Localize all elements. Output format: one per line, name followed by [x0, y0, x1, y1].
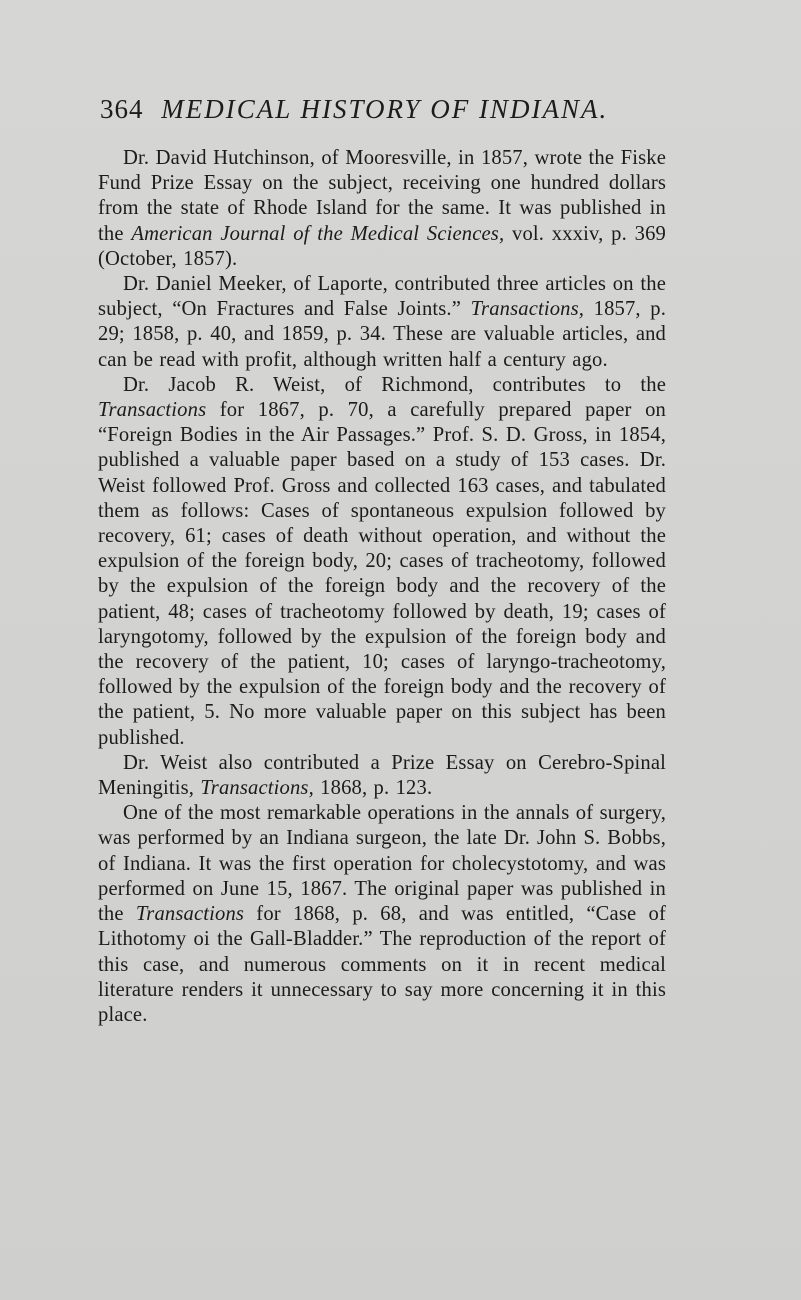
- transactions-title: Transactions,: [200, 777, 314, 800]
- running-head: [100, 94, 660, 125]
- paragraph-weist-prize: Dr. Weist also contributed a Prize Essay on Cerebro-Spinal Meningitis, Transactions, 1868, p. 123.: [98, 751, 666, 800]
- paragraph-hutchinson: Dr. David Hutchinson, of Mooresville, in 1857, wrote the Fiske Fund Prize Essay on the subject, receiving one hundred dollars from the state of Rhode Island for the same. It was published in the American Journal of the Medical Sciences, vol. xxxiv, p. 369 (October, 1857).: [98, 147, 666, 270]
- transactions-title: Transactions,: [470, 298, 585, 321]
- paragraph-weist: Dr. Jacob R. Weist, of Richmond, contributes to the Transactions for 1867, p. 70, a carefully prepared paper on “Foreign Bodies in the Air Passages.” Prof. S. D. Gross, in 1854, published a valuable paper based on a study of 153 cases. Dr. Weist followed Prof. Gross and collected 163 cases, and tabulated them as follows: Cases of spontaneous expulsion followed by recovery, 61; cases of death without operation, and without the expulsion of the foreign body, 20; cases of tracheotomy, followed by the expulsion of the foreign body and the recovery of the patient, 48; cases of tracheotomy followed by death, 19; cases of laryngotomy, followed by the expulsion of the foreign body and the recovery of the patient, 10; cases of laryngo-tracheotomy, followed by the expulsion of the foreign body and the recovery of the patient, 5. No more valuable paper on this subject has been published.: [98, 373, 666, 749]
- paragraph-bobbs: One of the most remarkable operations in the annals of surgery, was performed by an Indiana surgeon, the late Dr. John S. Bobbs, of Indiana. It was the first operation for cholecystotomy, and was performed on June 15, 1867. The original paper was published in the Transactions for 1868, p. 68, and was entitled, “Case of Lithotomy oi the Gall-Bladder.” The reproduction of the report of this case, and numerous comments on it in recent medical literature renders it unnecessary to say more concerning it in this place.: [98, 802, 666, 1026]
- journal-title: American Journal of the Medical Sciences,: [131, 222, 505, 245]
- running-head-title: MEDICAL HISTORY OF INDIANA.: [161, 94, 609, 124]
- body-text: [98, 146, 666, 1028]
- transactions-title: Transactions: [135, 903, 245, 926]
- paragraph-meeker: Dr. Daniel Meeker, of Laporte, contributed three articles on the subject, “On Fractures and False Joints.” Transactions, 1857, p. 29; 1858, p. 40, and 1859, p. 34. These are valuable articles, and can be read with profit, although written half a century ago.: [98, 273, 666, 371]
- page-number: 364: [100, 94, 144, 124]
- transactions-title: Transactions: [98, 399, 207, 422]
